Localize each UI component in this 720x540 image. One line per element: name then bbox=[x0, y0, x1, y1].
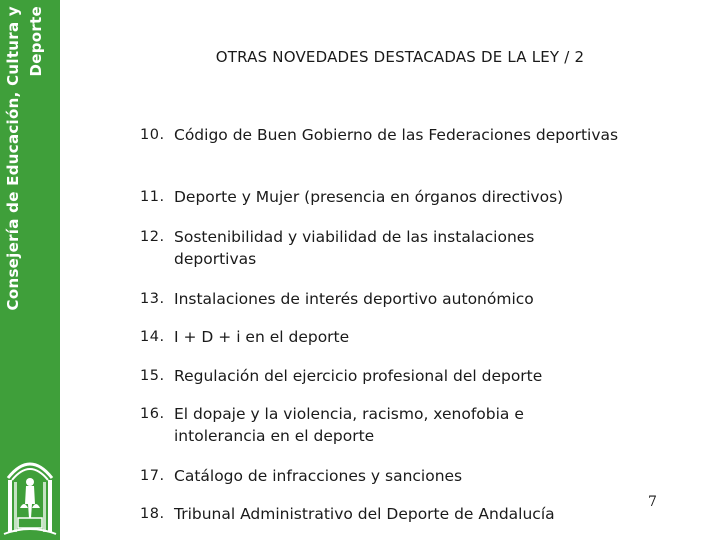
list-item-number: 14. bbox=[140, 329, 165, 345]
list-item-text: Catálogo de infracciones y sanciones bbox=[174, 467, 463, 485]
list-item bbox=[140, 403, 620, 447]
list-item-number: 16. bbox=[140, 406, 165, 422]
list-item bbox=[140, 226, 620, 270]
list-item-text: I + D + i en el deporte bbox=[174, 328, 350, 346]
list-item-text: Tribunal Administrativo del Deporte de Andalucía bbox=[174, 505, 555, 523]
junta-de-andalucia-logo-icon bbox=[2, 448, 58, 538]
list-item bbox=[140, 503, 620, 525]
list-item bbox=[140, 465, 620, 487]
list-item-text: Instalaciones de interés deportivo autonómico bbox=[174, 290, 534, 308]
list-item-text: Código de Buen Gobierno de las Federaciones deportivas bbox=[174, 126, 619, 144]
list-item-number: 17. bbox=[140, 468, 165, 484]
list-item-text: Deporte y Mujer (presencia en órganos directivos) bbox=[174, 188, 564, 206]
list-item bbox=[140, 326, 620, 348]
list-item-number: 18. bbox=[140, 506, 165, 522]
list-item-number: 11. bbox=[140, 189, 165, 205]
sidebar-title-line1: Consejería de Educación, Cultura y bbox=[4, 6, 22, 311]
list-item-number: 15. bbox=[140, 368, 165, 384]
list-item-number: 12. bbox=[140, 229, 165, 245]
sidebar bbox=[0, 0, 60, 540]
list-item-text: Regulación del ejercicio profesional del deporte bbox=[174, 367, 543, 385]
sidebar-title-line2: Deporte bbox=[27, 6, 45, 77]
list-item-number: 13. bbox=[140, 291, 165, 307]
page-number: 7 bbox=[648, 494, 657, 510]
list-item-text: Sostenibilidad y viabilidad de las instalaciones deportivas bbox=[174, 228, 535, 268]
list-item bbox=[140, 288, 620, 310]
list-item bbox=[140, 186, 620, 208]
list-item bbox=[140, 365, 620, 387]
list-item-text: El dopaje y la violencia, racismo, xenofobia e intolerancia en el deporte bbox=[174, 405, 524, 445]
slide-title: OTRAS NOVEDADES DESTACADAS DE LA LEY / 2 bbox=[215, 48, 585, 66]
list-item-number: 10. bbox=[140, 127, 165, 143]
sidebar-title-text bbox=[2, 6, 48, 366]
list-item bbox=[140, 124, 620, 146]
